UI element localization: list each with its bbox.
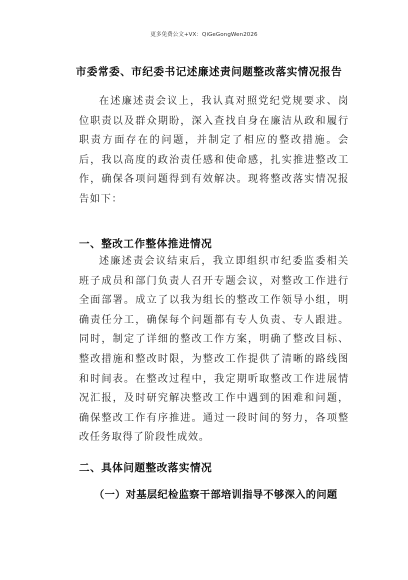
subsection-heading-1: （一）对基层纪检监察干部培训指导不够深入的问题 — [94, 489, 338, 501]
header-note: 更多免费公文+VX：QiGeGongWen2026 — [150, 32, 258, 38]
section-heading-1: 一、整改工作整体推进情况 — [79, 238, 213, 250]
section1-paragraph: 述廉述责会议结束后，我立即组织市纪委监委相关班子成员和部门负责人召开专题会议，对整改工作进行全面部署。成立了以我为组长的整改工作领导小组，明确责任分工，确保每个问题都有专人负责、专人跟进。同时，制定了详细的整改工作方案，明确了整改目标、整改措施和整改时限，为整改工作提供了清晰的路线图和时间表。在整改过程中，我定期听取整改工作进展情况汇报，及时研究解决整改工作中遇到的困难和问题，确保整改工作有序推进。通过一段时间的努力，各项整改任务取得了阶段性成效。 — [79, 256, 349, 444]
section-heading-2: 二、具体问题整改落实情况 — [79, 462, 213, 474]
intro-paragraph: 在述廉述责会议上，我认真对照党纪党规要求、岗位职责以及群众期盼，深入查找自身在廉洁从政和履行职责方面存在的问题，并制定了相应的整改措施。会后，我以高度的政治责任感和使命感，扎实推进整改工作，确保各项问题得到有效解决。现将整改落实情况报告如下： — [79, 96, 349, 205]
document-title: 市委常委、市纪委书记述廉述责问题整改落实情况报告 — [75, 66, 343, 78]
